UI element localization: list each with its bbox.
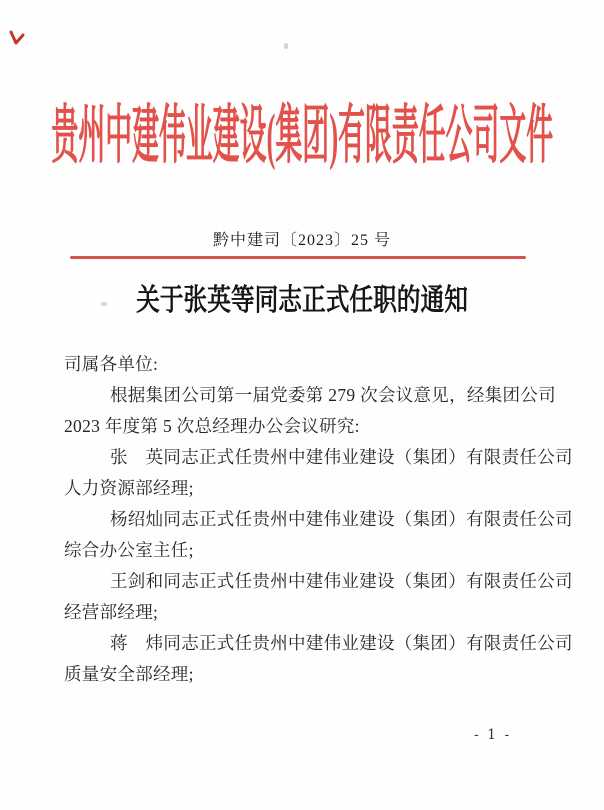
document-title: 关于张英等同志正式任职的通知 [136, 284, 468, 317]
body-line: 2023 年度第 5 次总经理办公会议研究: [64, 416, 360, 436]
page-number: - 1 - [474, 727, 512, 743]
body-line: 综合办公室主任; [64, 540, 194, 560]
title-row [0, 282, 604, 320]
salutation-line: 司属各单位: [64, 354, 159, 374]
body-line: 张 英同志正式任贵州中建伟业建设（集团）有限责任公司 [110, 447, 573, 467]
document-body [64, 349, 573, 690]
body-line: 经营部经理; [64, 602, 159, 622]
body-line: 根据集团公司第一届党委第 279 次会议意见，经集团公司 [110, 385, 556, 405]
letterhead [0, 101, 604, 171]
body-line: 王剑和同志正式任贵州中建伟业建设（集团）有限责任公司 [110, 571, 573, 591]
body-line: 蒋 炜同志正式任贵州中建伟业建设（集团）有限责任公司 [110, 633, 573, 653]
organization-title: 贵州中建伟业建设(集团)有限责任公司文件 [51, 100, 553, 171]
red-separator-rule [70, 256, 526, 259]
body-line: 质量安全部经理; [64, 664, 194, 684]
scan-speck [284, 43, 288, 49]
red-scan-mark-icon [9, 29, 25, 51]
body-line: 人力资源部经理; [64, 478, 194, 498]
document-number: 黔中建司〔2023〕25 号 [212, 232, 391, 249]
body-line: 杨绍灿同志正式任贵州中建伟业建设（集团）有限责任公司 [110, 509, 573, 529]
